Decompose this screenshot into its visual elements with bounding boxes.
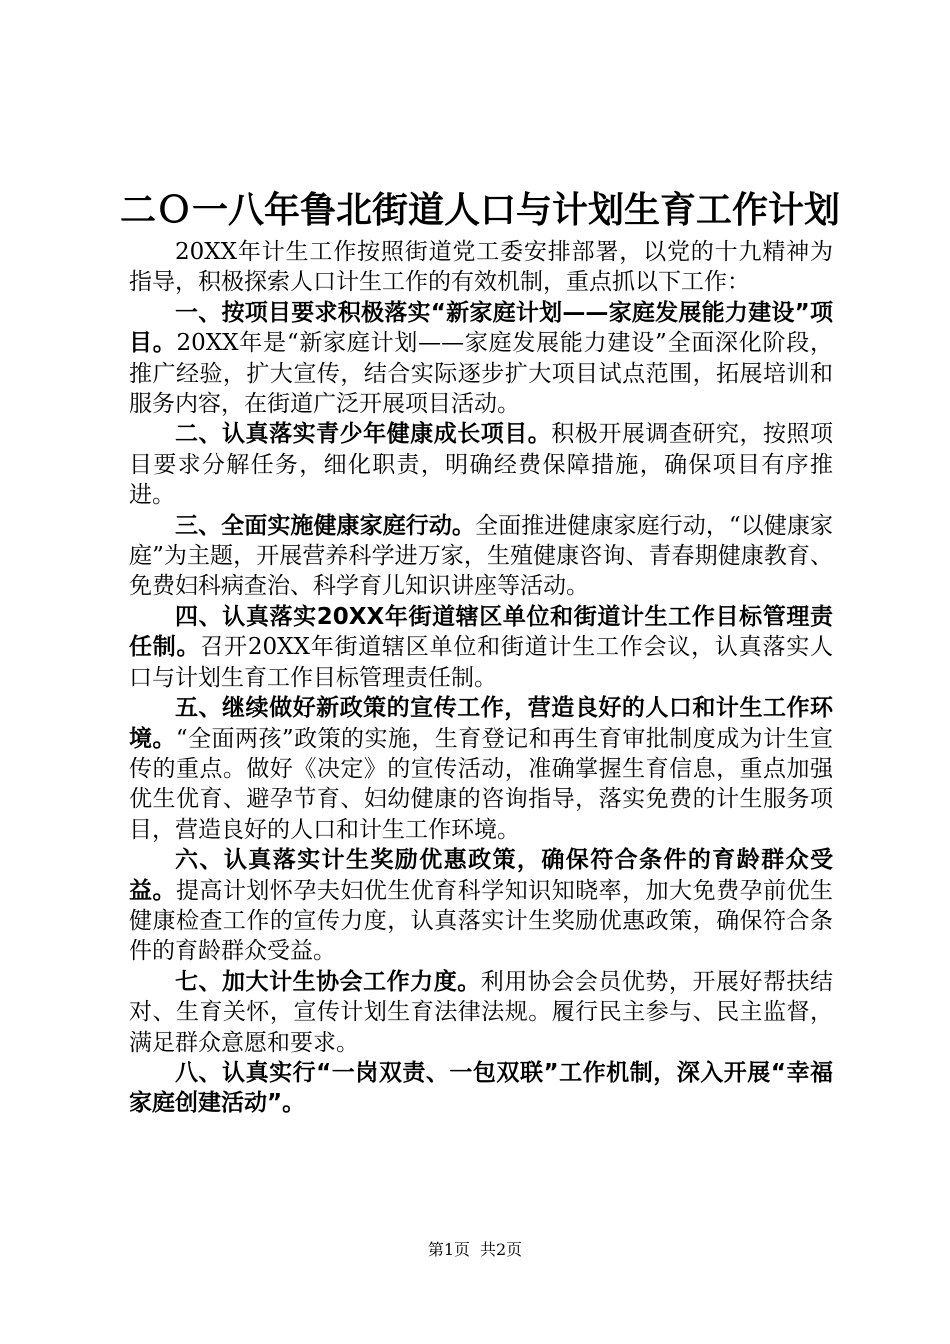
section-text: 召开20XX年街道辖区单位和街道计生工作会议，认真落实人口与计划生育工作目标管理责任制。 (129, 634, 834, 691)
section-text: 积极开展调查研究，按照项目要求分解任务，细化职责，明确经费保障措施，确保项目有序推进。 (129, 421, 834, 509)
section-text: “全面两孩”政策的实施，生育登记和再生育审批制度成为计生宣传的重点。做好《决定》的宣传活动，准确掌握生育信息，重点加强优生优育、避孕节育、妇幼健康的咨询指导，落实免费的计生服务项目，营造良好的人口和计生工作环境。 (129, 725, 833, 843)
section-paragraph-3 (129, 511, 833, 602)
section-heading: 四、认真落实20XX年街道辖区单位和街道计生工作目标管理责任制。 (129, 603, 833, 661)
section-heading: 八、认真实行“一岗双责、一包双联”工作机制，深入开展“幸福家庭创建活动”。 (129, 1059, 833, 1117)
section-paragraph-1 (129, 298, 833, 420)
section-paragraph-7 (129, 967, 833, 1058)
section-paragraph-4 (129, 602, 833, 693)
section-heading: 六、认真落实计生奖励优惠政策，确保符合条件的育龄群众受益。 (129, 847, 833, 904)
section-heading: 二、认真落实青少年健康成长项目。 (175, 421, 552, 448)
section-text: 提高计划怀孕夫妇优生优育科学知识知晓率，加大免费孕前优生健康检查工作的宣传力度，认真落实计生奖励优惠政策，确保符合条件的育龄群众受益。 (129, 877, 834, 965)
section-paragraph-8 (129, 1058, 833, 1119)
section-heading: 五、继续做好新政策的宣传工作，营造良好的人口和计生工作环境。 (129, 695, 833, 752)
section-text: 全面推进健康家庭行动，“以健康家庭”为主题，开展营养科学进万家，生殖健康咨询、青春期健康教育、免费妇科病查治、科学育儿知识讲座等活动。 (129, 512, 834, 600)
document-body (129, 237, 833, 1119)
section-text: 20XX年是“新家庭计划——家庭发展能力建设”全面深化阶段，推广经验，扩大宣传，结合实际逐步扩大项目试点范围，拓展培训和服务内容，在街道广泛开展项目活动。 (129, 330, 834, 418)
section-paragraph-2 (129, 419, 833, 510)
section-paragraph-5 (129, 693, 833, 845)
section-heading: 七、加大计生协会工作力度。 (175, 968, 481, 995)
section-paragraph-6 (129, 845, 833, 967)
section-heading: 一、按项目要求积极落实“新家庭计划——家庭发展能力建设”项目。 (129, 299, 833, 357)
page-number: 第1页 (427, 1240, 470, 1259)
section-text: 利用协会会员优势，开展好帮扶结对、生育关怀，宣传计划生育法律法规。履行民主参与、民主监督，满足群众意愿和要求。 (129, 968, 834, 1056)
page-footer (0, 1240, 950, 1260)
document-title: 二Ｏ一八年鲁北街道人口与计划生育工作计划 (120, 189, 841, 231)
page-total: 共2页 (480, 1240, 523, 1259)
intro-paragraph: 20XX年计生工作按照街道党工委安排部署，以党的十九精神为指导，积极探索人口计生工作的有效机制，重点抓以下工作： (129, 239, 833, 296)
section-heading: 三、全面实施健康家庭行动。 (175, 512, 476, 539)
